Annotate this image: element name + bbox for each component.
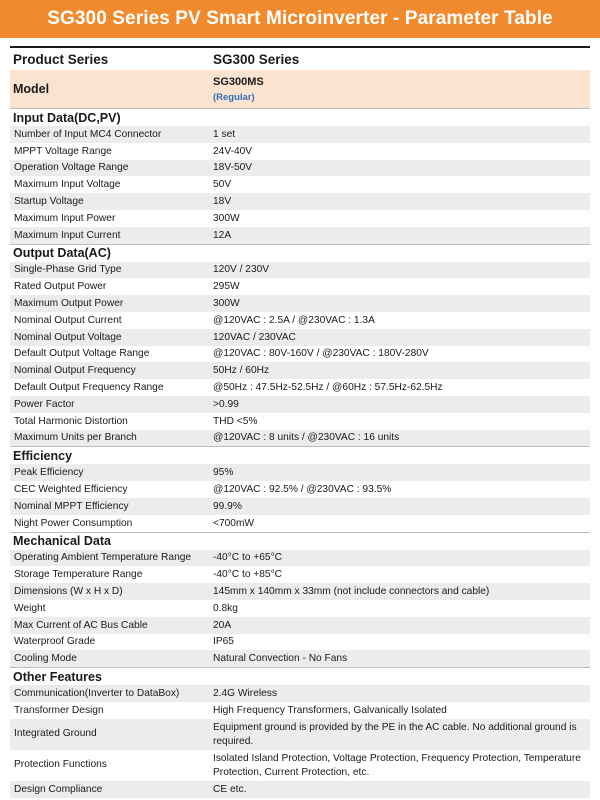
spec-label: CEC Weighted Efficiency: [14, 484, 128, 496]
spec-label: Design Compliance: [14, 783, 103, 795]
spec-label: Storage Temperature Range: [14, 569, 143, 581]
spec-value: 1 set: [213, 128, 236, 140]
spec-row: [10, 295, 590, 312]
spec-value: 20A: [213, 619, 232, 631]
spec-row: [10, 126, 590, 143]
spec-row: [10, 396, 590, 413]
spec-label: Number of Input MC4 Connector: [14, 128, 162, 140]
spec-row: [10, 583, 590, 600]
spec-row: [10, 617, 590, 634]
spec-row: [10, 550, 590, 567]
model-label: Model: [13, 82, 50, 96]
spec-row: [10, 413, 590, 430]
spec-value: -40°C to +65°C: [213, 552, 283, 564]
spec-value: <700mW: [213, 517, 255, 529]
model-variant: (Regular): [213, 91, 255, 103]
spec-label: Nominal MPPT Efficiency: [14, 500, 129, 512]
spec-label: Single-Phase Grid Type: [14, 264, 122, 276]
spec-label: Total Harmonic Distortion: [14, 415, 128, 427]
spec-value: @120VAC : 80V-160V / @230VAC : 180V-280V: [213, 348, 429, 360]
spec-label: Peak Efficiency: [14, 467, 84, 479]
spec-row: [10, 143, 590, 160]
spec-value: Isolated Island Protection, Voltage Protection, Frequency Protection, Temperature Protection, Current Protection, etc.: [213, 752, 581, 778]
spec-value: 18V-50V: [213, 162, 253, 174]
spec-row: [10, 464, 590, 481]
spec-label: Default Output Voltage Range: [14, 348, 150, 360]
spec-value: THD <5%: [213, 415, 258, 427]
spec-value: 50Hz / 60Hz: [213, 365, 270, 377]
spec-row: [10, 481, 590, 498]
spec-label: Maximum Units per Branch: [14, 432, 137, 444]
spec-value: CE etc.: [213, 783, 247, 795]
spec-label: Nominal Output Voltage: [14, 331, 122, 343]
spec-value: IP65: [213, 636, 234, 648]
spec-row: [10, 566, 590, 583]
spec-row: [10, 430, 590, 447]
spec-row: [10, 498, 590, 515]
spec-label: Waterproof Grade: [14, 636, 96, 648]
spec-label: Nominal Output Frequency: [14, 365, 136, 377]
spec-row: [10, 379, 590, 396]
spec-label: Night Power Consumption: [14, 517, 133, 529]
spec-value: High Frequency Transformers, Galvanically Isolated: [213, 704, 447, 716]
spec-row: [10, 600, 590, 617]
spec-row: [10, 312, 590, 329]
spec-row: [10, 781, 590, 798]
spec-label: Weight: [14, 602, 46, 614]
spec-value: 95%: [213, 467, 234, 479]
model-row: [10, 70, 590, 108]
spec-row: [10, 362, 590, 379]
spec-row: [10, 227, 590, 244]
spec-value: 120VAC / 230VAC: [213, 331, 296, 343]
spec-label: Operation Voltage Range: [14, 162, 129, 174]
spec-value: @120VAC : 92.5% / @230VAC : 93.5%: [213, 484, 392, 496]
product-series-label: Product Series: [13, 51, 109, 67]
spec-row: [10, 346, 590, 363]
spec-row: [10, 210, 590, 227]
spec-value: 300W: [213, 212, 240, 224]
section-heading: Output Data(AC): [10, 244, 590, 262]
spec-row: [10, 262, 590, 279]
spec-label: Transformer Design: [14, 704, 104, 716]
product-series-value: SG300 Series: [213, 51, 300, 67]
spec-value: 300W: [213, 298, 240, 310]
spec-value: 120V / 230V: [213, 264, 270, 276]
spec-row: [10, 193, 590, 210]
model-value: [210, 76, 590, 103]
spec-row: [10, 685, 590, 702]
spec-label: Protection Functions: [14, 759, 107, 771]
spec-value: @50Hz : 47.5Hz-52.5Hz / @60Hz : 57.5Hz-62.5Hz: [213, 382, 443, 394]
spec-label: Operating Ambient Temperature Range: [14, 552, 192, 564]
spec-value: 0.8kg: [213, 602, 238, 614]
spec-label: Power Factor: [14, 398, 75, 410]
spec-row: [10, 176, 590, 193]
spec-value: Equipment ground is provided by the PE in the AC cable. No additional ground is required.: [213, 721, 577, 747]
spec-value: @120VAC : 2.5A / @230VAC : 1.3A: [213, 314, 375, 326]
spec-value: 2.4G Wireless: [213, 688, 277, 699]
spec-row: [10, 160, 590, 177]
spec-row: [10, 702, 590, 719]
spec-value: 12A: [213, 229, 232, 241]
spec-value: 295W: [213, 281, 240, 293]
spec-row: [10, 719, 590, 750]
spec-value: >0.99: [213, 398, 239, 410]
spec-label: Nominal Output Current: [14, 314, 122, 326]
spec-sections: [10, 108, 590, 798]
spec-row: [10, 750, 590, 781]
spec-label: Dimensions (W x H x D): [14, 586, 123, 598]
spec-value: 145mm x 140mm x 33mm (not include connectors and cable): [213, 586, 490, 598]
spec-value: Natural Convection - No Fans: [213, 653, 348, 665]
section-heading: Input Data(DC,PV): [10, 108, 590, 126]
section-heading: Mechanical Data: [10, 532, 590, 550]
spec-row: [10, 278, 590, 295]
section-heading: Efficiency: [10, 446, 590, 464]
spec-label: MPPT Voltage Range: [14, 145, 112, 157]
spec-row: [10, 329, 590, 346]
spec-label: Maximum Input Current: [14, 229, 121, 241]
spec-value: -40°C to +85°C: [213, 569, 283, 581]
spec-label: Max Current of AC Bus Cable: [14, 619, 148, 631]
product-series-row: [10, 46, 590, 70]
spec-row: [10, 634, 590, 651]
spec-label: Integrated Ground: [14, 728, 97, 740]
spec-row: [10, 650, 590, 667]
spec-value: 50V: [213, 179, 232, 191]
spec-label: Cooling Mode: [14, 653, 77, 665]
spec-value: 99.9%: [213, 500, 242, 512]
spec-value: 24V-40V: [213, 145, 253, 157]
page-title: SG300 Series PV Smart Microinverter - Parameter Table: [0, 0, 600, 38]
spec-label: Default Output Frequency Range: [14, 382, 164, 394]
spec-value: 18V: [213, 196, 232, 208]
spec-value: @120VAC : 8 units / @230VAC : 16 units: [213, 432, 400, 444]
spec-label: Communication(Inverter to DataBox): [14, 688, 180, 699]
parameter-table: [10, 46, 590, 798]
spec-label: Startup Voltage: [14, 196, 84, 208]
spec-label: Rated Output Power: [14, 281, 107, 293]
spec-label: Maximum Output Power: [14, 298, 124, 310]
section-heading: Other Features: [10, 667, 590, 685]
spec-label: Maximum Input Power: [14, 212, 116, 224]
model-name: SG300MS: [213, 75, 264, 88]
spec-row: [10, 515, 590, 532]
spec-label: Maximum Input Voltage: [14, 179, 121, 191]
